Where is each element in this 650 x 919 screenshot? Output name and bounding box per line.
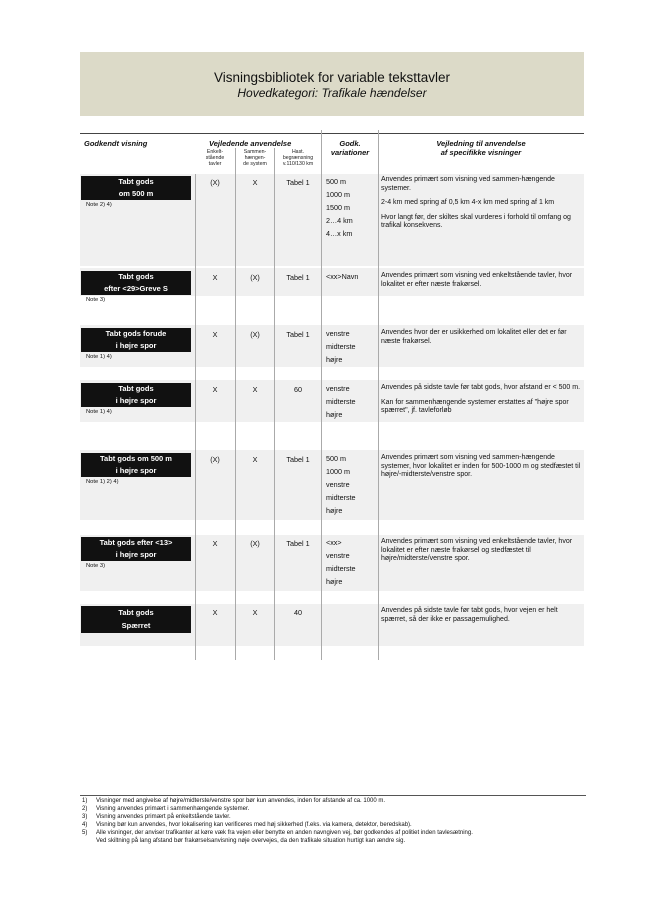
col-sammen: Sammen- hængen- de system xyxy=(243,149,267,167)
cell-variations: <xx> venstre midterste højre xyxy=(326,538,356,586)
col-divider xyxy=(321,130,322,660)
sign-display: Tabt gods i højre spor xyxy=(81,383,191,407)
footnote: 1) Visninger med angivelse af højre/midterste/venstre spor bør kun anvendes, inden for afstande af ca. 1000 m. xyxy=(82,798,386,804)
row-note: Note 2) 4) xyxy=(86,202,112,208)
row-note: Note 1) 4) xyxy=(86,409,112,415)
page-subtitle: Hovedkategori: Trafikale hændelser xyxy=(237,86,427,100)
footnote: Ved skiltning på lang afstand bør frakørselsanvisning nøje overvejes, da den trafikale situation hurtigt kan ændre sig. xyxy=(96,838,406,844)
cell-description: Anvendes primært som visning ved enkeltstående tavler, hvor lokalitet er efter næste frakørsel og stedfæstet til højre/midterste/venstre spor. xyxy=(381,538,573,563)
sign-display: Tabt gods forude i højre spor xyxy=(81,328,191,352)
cell-hast: 60 xyxy=(294,385,302,394)
cell-sammen: X xyxy=(252,608,258,617)
cell-description: Anvendes på sidste tavle før tabt gods, hvor vejen er helt spærret, så der ikke er passagemulighed. xyxy=(381,607,558,623)
row-note: Note 1) 4) xyxy=(86,354,112,360)
row-note: Note 3) xyxy=(86,297,106,303)
col-divider xyxy=(195,174,196,660)
col-vejledning: Vejledning til anvendelse af specifikke visninger xyxy=(436,139,526,157)
cell-sammen: (X) xyxy=(250,539,260,548)
cell-hast: Tabel 1 xyxy=(286,539,310,548)
col-godk: Godk. variationer xyxy=(330,139,370,157)
cell-description: Anvendes primært som visning ved sammen-hængende systemer. 2-4 km med spring af 0,5 km 4-x km med spring af 1 km Hvor langt før, der skiltes skal vurderes i forhold til omfang og trafikal konsekvens. xyxy=(381,176,571,230)
cell-description: Anvendes primært som visning ved enkeltstående tavler, hvor lokalitet er efter næste frakørsel. xyxy=(381,272,573,288)
cell-enkelt: X xyxy=(212,539,218,548)
cell-sammen: (X) xyxy=(250,273,260,282)
row-note: Note 3) xyxy=(86,563,106,569)
cell-enkelt: X xyxy=(212,273,218,282)
sign-display: Tabt gods efter <29>Greve S xyxy=(81,271,191,295)
cell-enkelt: X xyxy=(212,608,218,617)
cell-variations: venstre midterste højre xyxy=(326,384,356,419)
col-hast: Hast. begrænsning v.110/130 km xyxy=(282,149,314,167)
cell-hast: 40 xyxy=(294,608,302,617)
col-divider xyxy=(274,148,275,660)
footnote-rule xyxy=(80,795,586,796)
cell-description: Anvendes hvor der er usikkerhed om lokalitet eller det er før næste frakørsel. xyxy=(381,329,567,345)
footnote: 4) Visning bør kun anvendes, hvor lokalisering kan verificeres med høj sikkerhed (f.eks. via kamera, detektor, beredskab). xyxy=(82,822,412,828)
cell-sammen: X xyxy=(252,385,258,394)
cell-description: Anvendes på sidste tavle før tabt gods, hvor afstand er < 500 m. Kan for sammenhængende systemer erstattes af "højre spor spærret", jf. tavleforløb xyxy=(381,384,581,415)
sign-display: Tabt gods Spærret xyxy=(81,606,191,633)
cell-hast: Tabel 1 xyxy=(286,273,310,282)
col-divider xyxy=(378,130,379,660)
cell-hast: Tabel 1 xyxy=(286,455,310,464)
footnote: 2) Visning anvendes primært i sammenhængende systemer. xyxy=(82,806,250,812)
cell-sammen: (X) xyxy=(250,330,260,339)
cell-enkelt: (X) xyxy=(210,178,220,187)
sign-display: Tabt gods om 500 m xyxy=(81,176,191,200)
cell-variations: 500 m 1000 m 1500 m 2…4 km 4…x km xyxy=(326,177,353,238)
table-top-rule xyxy=(80,133,584,134)
cell-enkelt: X xyxy=(212,385,218,394)
cell-sammen: X xyxy=(252,178,258,187)
page-title: Visningsbibliotek for variable teksttavler xyxy=(213,70,451,85)
footnote: 5) Alle visninger, der anviser trafikanter at køre væk fra vejen eller benytte en anden navngiven vej, bør godkendes af politiet inden tavlesætning. xyxy=(82,830,473,836)
cell-variations: venstre midterste højre xyxy=(326,329,356,364)
cell-hast: Tabel 1 xyxy=(286,330,310,339)
cell-sammen: X xyxy=(252,455,258,464)
cell-description: Anvendes primært som visning ved sammen-hængende systemer, hvor lokalitet er inden for 500-1000 m og stedfæstet til højre/-midterste/venstre spor. xyxy=(381,454,581,479)
col-godkendt: Godkendt visning xyxy=(84,139,148,148)
cell-variations: <xx>Navn xyxy=(326,272,359,281)
col-vejledende: Vejledende anvendelse xyxy=(209,139,292,148)
row-note: Note 1) 2) 4) xyxy=(86,479,119,485)
col-enkelt: Enkelt- stående tavler xyxy=(205,149,225,167)
sign-display: Tabt gods om 500 m i højre spor xyxy=(81,453,191,477)
cell-enkelt: X xyxy=(212,330,218,339)
col-divider xyxy=(235,148,236,660)
cell-variations: 500 m 1000 m venstre midterste højre xyxy=(326,454,356,515)
page-header xyxy=(80,52,584,116)
cell-hast: Tabel 1 xyxy=(286,178,310,187)
footnote: 3) Visning anvendes primært på enkeltstående tavler. xyxy=(82,814,231,820)
sign-display: Tabt gods efter <13> i højre spor xyxy=(81,537,191,561)
cell-enkelt: (X) xyxy=(210,455,220,464)
